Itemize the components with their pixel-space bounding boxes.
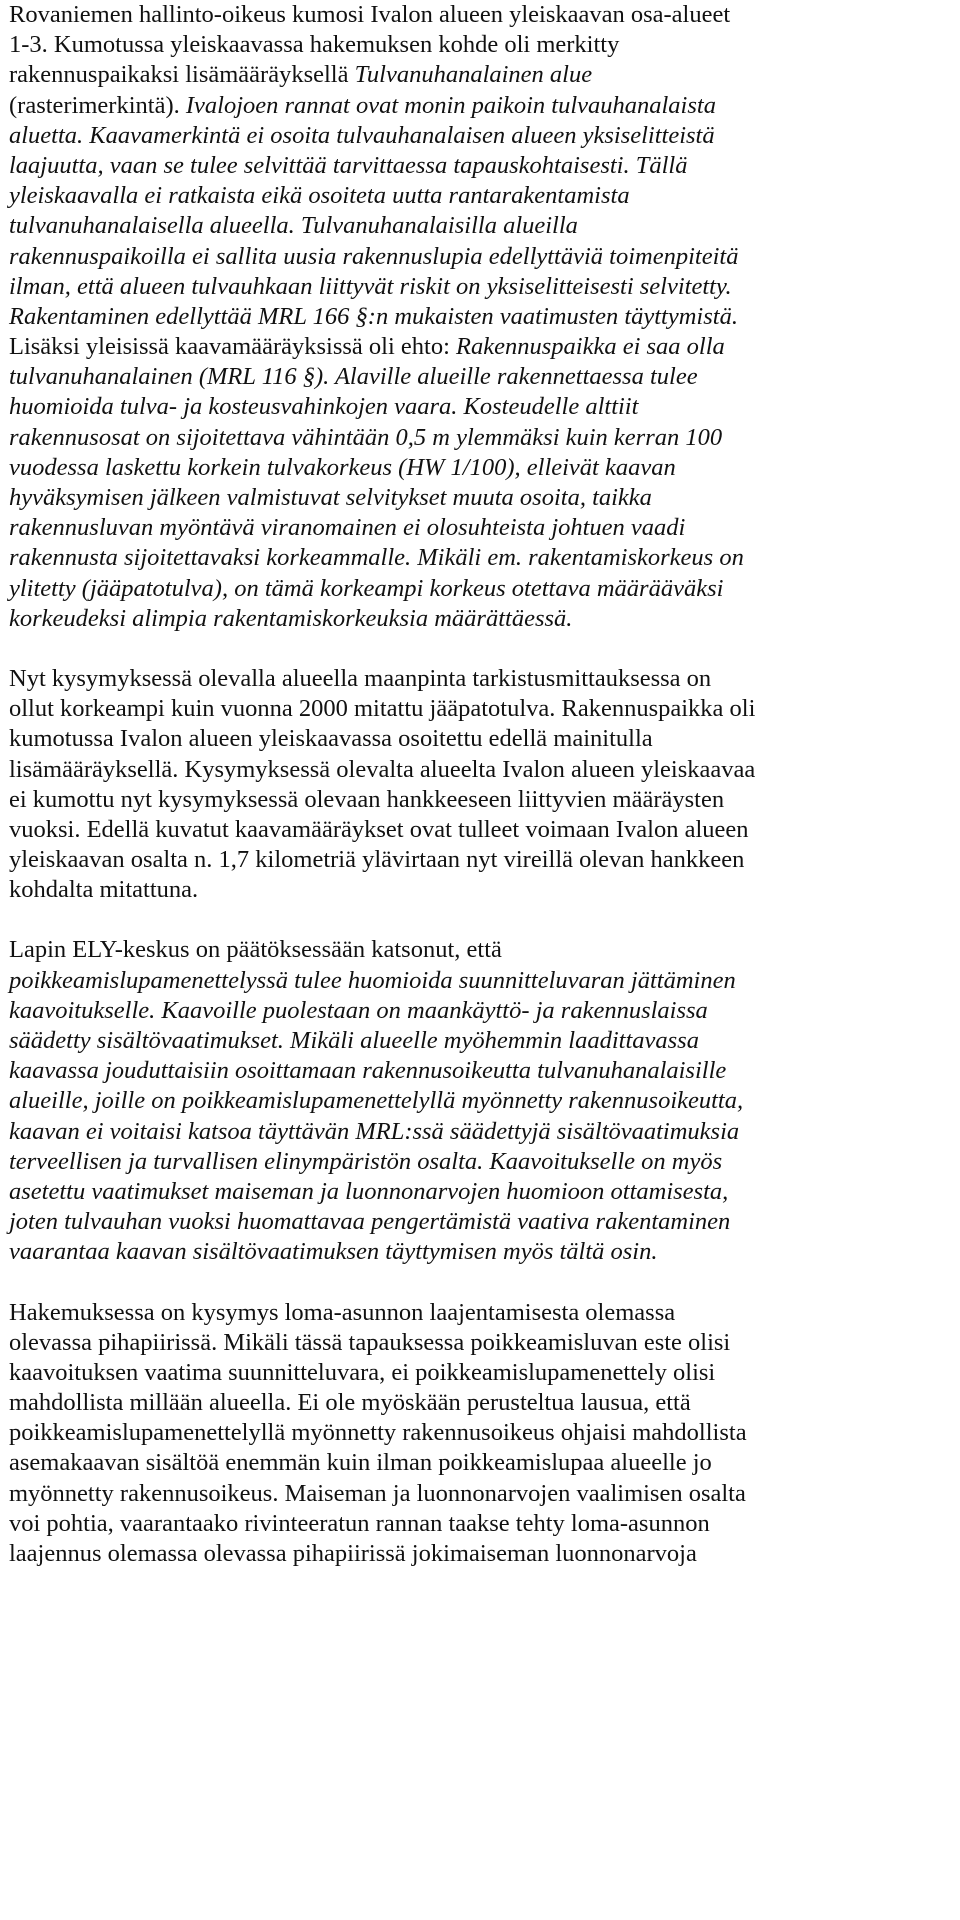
text-run: (rasterimerkintä). xyxy=(9,91,186,119)
italic-text: alueille, joille on poikkeamislupamenettelyllä myönnetty rakennusoikeutta, xyxy=(9,1087,744,1115)
italic-text: ilman, että alueen tulvauhkaan liittyvät riskit on yksiselitteisesti selvitetty. xyxy=(9,272,732,300)
italic-text: Rakennuspaikka ei saa olla xyxy=(456,333,725,361)
text-run: Lapin ELY-keskus on päätöksessään katsonut, että xyxy=(9,936,502,964)
text-run: mahdollista millään alueella. Ei ole myöskään perusteltua lausua, että xyxy=(9,1389,691,1417)
text-line xyxy=(9,574,959,604)
text-run: kohdalta mitattuna. xyxy=(9,876,199,904)
text-line xyxy=(9,30,959,60)
text-line xyxy=(9,242,959,272)
text-run: Nyt kysymyksessä olevalla alueella maanpinta tarkistusmittauksessa on xyxy=(9,664,712,692)
text-line xyxy=(9,1177,959,1207)
text-run: poikkeamislupamenettelyllä myönnetty rakennusoikeus ohjaisi mahdollista xyxy=(9,1419,747,1447)
italic-text: hyväksymisen jälkeen valmistuvat selvitykset muuta osoita, taikka xyxy=(9,484,652,511)
paragraph-3 xyxy=(9,935,959,1267)
italic-text: tulvanuhanalaisella alueella. xyxy=(9,212,301,240)
italic-text: vaarantaa kaavan sisältövaatimuksen täyttymisen myös tältä osin. xyxy=(9,1238,658,1266)
italic-text: terveellisen ja turvallisen elinympäristön osalta. Kaavoitukselle on myös xyxy=(9,1147,723,1175)
text-line xyxy=(9,755,959,785)
text-run: yleiskaavan osalta n. 1,7 kilometriä ylävirtaan nyt vireillä olevan hankkeen xyxy=(9,846,745,874)
paragraph-1 xyxy=(9,0,959,634)
text-line xyxy=(9,996,959,1026)
text-run: asemakaavan sisältöä enemmän kuin ilman poikkeamislupaa alueelle jo xyxy=(9,1449,712,1477)
text-run: Hakemuksessa on kysymys loma-asunnon laajentamisesta olemassa xyxy=(9,1298,676,1326)
text-line xyxy=(9,1298,959,1328)
text-line xyxy=(9,211,959,241)
italic-text: vuodessa laskettu korkein tulvakorkeus (HW 1/100), elleivät kaavan xyxy=(9,453,676,481)
italic-text: ylitetty (jääpatotulva), on tämä korkeampi korkeus otettava määrääväksi xyxy=(9,574,724,602)
text-line xyxy=(9,966,959,996)
text-line xyxy=(9,1117,959,1147)
text-run: ollut korkeampi kuin vuonna 2000 mitattu jääpatotulva. Rakennuspaikka oli xyxy=(9,695,756,723)
text-line xyxy=(9,604,959,634)
text-line xyxy=(9,1448,959,1478)
italic-text: rakennuspaikoilla ei sallita uusia rakennuslupia edellyttäviä toimenpiteitä xyxy=(9,242,739,270)
text-line xyxy=(9,1509,959,1539)
italic-text: säädetty sisältövaatimukset. Mikäli alueelle myöhemmin laadittavassa xyxy=(9,1027,699,1054)
italic-text: kaavoitukselle. Kaavoille puolestaan on maankäyttö- ja rakennuslaissa xyxy=(9,996,708,1024)
italic-text: Ivalojoen rannat ovat monin paikoin tulvauhanalaista xyxy=(185,91,716,119)
text-run: voi pohtia, vaarantaako rivinteeratun rannan taakse tehty loma-asunnon xyxy=(9,1509,710,1537)
text-line xyxy=(9,513,959,543)
text-line xyxy=(9,1328,959,1358)
text-line xyxy=(9,392,959,422)
text-line xyxy=(9,1479,959,1509)
text-run: myönnetty rakennusoikeus. Maiseman ja luonnonarvojen vaalimisen osalta xyxy=(9,1479,746,1507)
text-line xyxy=(9,1418,959,1448)
text-line xyxy=(9,302,959,332)
text-line xyxy=(9,1147,959,1177)
italic-text: aluetta. Kaavamerkintä ei osoita tulvauhanalaisen alueen yksiselitteistä xyxy=(9,121,715,149)
italic-text: huomioida tulva- ja kosteusvahinkojen vaara. Kosteudelle alttiit xyxy=(9,393,639,421)
italic-text: poikkeamislupamenettelyssä tulee huomioida suunnitteluvaran jättäminen xyxy=(9,966,736,994)
text-line xyxy=(9,151,959,181)
text-line xyxy=(9,91,959,121)
text-run: vuoksi. Edellä kuvatut kaavamääräykset ovat tulleet voimaan Ivalon alueen xyxy=(9,815,749,843)
italic-text: rakennusosat on sijoitettava vähintään 0,5 m ylemmäksi kuin kerran 100 xyxy=(9,423,723,451)
text-line xyxy=(9,694,959,724)
text-run: rakennuspaikaksi lisämääräyksellä xyxy=(9,61,355,89)
italic-text: rakennusluvan myöntävä viranomainen ei olosuhteista johtuen vaadi xyxy=(9,514,686,542)
italic-text: tulvanuhanalainen (MRL 116 §). Alaville alueille rakennettaessa tulee xyxy=(9,363,698,391)
text-line xyxy=(9,1026,959,1056)
text-run: kaavoituksen vaatima suunnitteluvara, ei poikkeamislupamenettely olisi xyxy=(9,1358,716,1386)
text-line xyxy=(9,453,959,483)
text-line xyxy=(9,1056,959,1086)
text-line xyxy=(9,935,959,965)
text-line xyxy=(9,1086,959,1116)
document-page xyxy=(9,0,959,1599)
italic-text: asetettu vaatimukset maiseman ja luonnonarvojen huomioon ottamisesta, xyxy=(9,1177,729,1205)
text-line xyxy=(9,0,959,30)
text-line xyxy=(9,785,959,815)
italic-text: laajuutta, vaan se tulee selvittää tarvittaessa tapauskohtaisesti. Tällä xyxy=(9,151,688,179)
text-line xyxy=(9,332,959,362)
text-line xyxy=(9,1358,959,1388)
italic-text: rakennusta sijoitettavaksi korkeammalle. Mikäli em. rakentamiskorkeus on xyxy=(9,544,744,572)
text-run: ei kumottu nyt kysymyksessä olevaan hankkeeseen liittyvien määräysten xyxy=(9,785,725,813)
italic-text: yleiskaavalla ei ratkaista eikä osoiteta uutta rantarakentamista xyxy=(9,182,630,210)
text-run: 1-3. Kumotussa yleiskaavassa hakemuksen kohde oli merkitty xyxy=(9,31,620,59)
text-line xyxy=(9,272,959,302)
text-line xyxy=(9,543,959,573)
italic-text: kaavan ei voitaisi katsoa täyttävän MRL:ssä säädettyjä sisältövaatimuksia xyxy=(9,1117,740,1145)
text-line xyxy=(9,845,959,875)
text-line xyxy=(9,875,959,905)
text-line xyxy=(9,60,959,90)
text-line xyxy=(9,483,959,513)
text-line xyxy=(9,1207,959,1237)
text-line xyxy=(9,724,959,754)
italic-text: Tulvanuhanalainen alue xyxy=(354,61,593,89)
text-run: kumotussa Ivalon alueen yleiskaavassa osoitettu edellä mainitulla xyxy=(9,725,653,753)
text-line xyxy=(9,423,959,453)
text-run: Rovaniemen hallinto-oikeus kumosi Ivalon alueen yleiskaavan osa-alueet xyxy=(9,1,731,28)
text-run: Lisäksi yleisissä kaavamääräyksissä oli ehto: xyxy=(9,333,457,361)
text-line xyxy=(9,1237,959,1267)
italic-text: joten tulvauhan vuoksi huomattavaa pengertämistä vaativa rakentaminen xyxy=(9,1208,731,1236)
paragraph-4 xyxy=(9,1298,959,1570)
text-line xyxy=(9,1388,959,1418)
text-line xyxy=(9,121,959,151)
text-line xyxy=(9,181,959,211)
italic-text: Tulvanuhanalaisilla alueilla xyxy=(300,212,578,240)
paragraph-2 xyxy=(9,664,959,906)
text-line xyxy=(9,815,959,845)
text-run: laajennus olemassa olevassa pihapiirissä jokimaiseman luonnonarvoja xyxy=(9,1540,697,1567)
text-line xyxy=(9,362,959,392)
text-line xyxy=(9,1539,959,1569)
text-run: lisämääräyksellä. Kysymyksessä olevalta alueelta Ivalon alueen yleiskaavaa xyxy=(9,755,756,783)
text-run: olevassa pihapiirissä. Mikäli tässä tapauksessa poikkeamisluvan este olisi xyxy=(9,1328,731,1356)
text-line xyxy=(9,664,959,694)
italic-text: korkeudeksi alimpia rakentamiskorkeuksia määrättäessä. xyxy=(9,604,573,632)
italic-text: Rakentaminen edellyttää MRL 166 §:n mukaisten vaatimusten täyttymistä. xyxy=(9,302,738,330)
italic-text: kaavassa jouduttaisiin osoittamaan rakennusoikeutta tulvanuhanalaisille xyxy=(9,1057,727,1085)
